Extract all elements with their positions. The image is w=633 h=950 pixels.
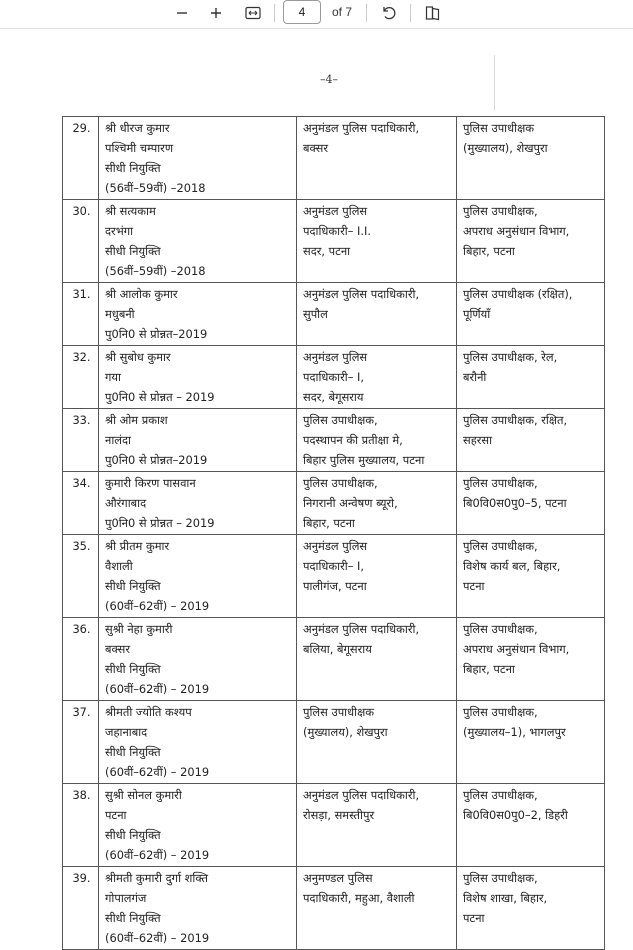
new-post-cell-line: पुलिस उपाधीक्षक, <box>463 204 538 218</box>
new-post-cell <box>457 346 605 409</box>
serial-number: 39. <box>72 871 91 885</box>
new-post-cell <box>457 618 605 701</box>
pdf-toolbar <box>0 0 633 29</box>
table-row <box>63 200 605 283</box>
table-row <box>63 472 605 535</box>
current-post-cell <box>297 867 457 950</box>
table-row <box>63 117 605 200</box>
officer-cell <box>99 701 297 784</box>
transfer-table <box>62 116 605 950</box>
officer-cell-line: श्री धीरज कुमार <box>105 121 170 135</box>
new-post-cell-line: विशेष कार्य बल, बिहार, <box>463 559 561 573</box>
serial-cell <box>63 200 99 283</box>
current-post-cell <box>297 117 457 200</box>
current-post-cell <box>297 409 457 472</box>
current-post-cell-line: अनुमंडल पुलिस <box>303 204 368 218</box>
zoom-in-button[interactable] <box>206 2 226 24</box>
current-post-cell <box>297 346 457 409</box>
new-post-cell-line: अपराध अनुसंधान विभाग, <box>463 642 570 656</box>
new-post-cell-line: बिहार, पटना <box>463 244 515 258</box>
officer-cell-line: कुमारी किरण पासवान <box>105 476 196 490</box>
officer-cell-line: दरभंगा <box>105 224 134 238</box>
officer-cell-line: वैशाली <box>105 559 133 573</box>
toolbar-divider <box>410 4 411 22</box>
officer-cell <box>99 346 297 409</box>
current-post-cell-line: पुलिस उपाधीक्षक, <box>303 476 378 490</box>
new-post-cell <box>457 117 605 200</box>
officer-cell <box>99 117 297 200</box>
current-post-cell-line: पदाधिकारी, महुआ, वैशाली <box>303 891 415 905</box>
serial-cell <box>63 346 99 409</box>
officer-cell-line: श्री सत्यकाम <box>105 204 156 218</box>
current-post-cell <box>297 784 457 867</box>
current-post-cell-line: पदाधिकारी– I, <box>303 559 365 573</box>
serial-number: 37. <box>72 705 91 719</box>
table-row <box>63 867 605 950</box>
officer-cell-line: (60वीं–62वीं) – 2019 <box>105 848 210 862</box>
serial-cell <box>63 867 99 950</box>
serial-cell <box>63 409 99 472</box>
officer-cell-line: मधुबनी <box>105 307 135 321</box>
new-post-cell-line: अपराध अनुसंधान विभाग, <box>463 224 570 238</box>
current-post-cell-line: निगरानी अन्वेषण ब्यूरो, <box>303 496 398 510</box>
officer-cell <box>99 409 297 472</box>
new-post-cell-line: पुलिस उपाधीक्षक (रक्षित), <box>463 287 573 301</box>
serial-cell <box>63 701 99 784</box>
officer-cell-line: सीधी नियुक्ति <box>105 745 161 759</box>
fit-width-button[interactable] <box>242 2 264 24</box>
zoom-out-button[interactable] <box>172 2 192 24</box>
officer-cell-line: सीधी नियुक्ति <box>105 828 161 842</box>
officer-cell-line: औरंगाबाद <box>105 496 147 510</box>
serial-number: 29. <box>72 121 91 135</box>
current-post-cell-line: सुपौल <box>303 307 328 321</box>
officer-cell <box>99 472 297 535</box>
current-post-cell-line: अनुमंडल पुलिस पदाधिकारी, <box>303 622 420 636</box>
minus-icon <box>176 7 188 19</box>
current-post-cell-line: पुलिस उपाधीक्षक, <box>303 413 378 427</box>
current-post-cell-line: अनुमंडल पुलिस पदाधिकारी, <box>303 287 420 301</box>
officer-cell-line: पटना <box>105 808 127 822</box>
page-edge-line <box>494 55 495 110</box>
current-post-cell-line: अनुमंडल पुलिस पदाधिकारी, <box>303 121 420 135</box>
officer-cell-line: गया <box>105 370 121 384</box>
new-post-cell-line: बि0वि0स0पु0–2, डिहरी <box>463 808 568 822</box>
current-post-cell-line: बिहार पुलिस मुख्यालय, पटना <box>303 453 425 467</box>
serial-number: 32. <box>72 350 91 364</box>
officer-cell-line: (56वीं–59वीं) –2018 <box>105 181 206 195</box>
serial-cell <box>63 535 99 618</box>
officer-cell <box>99 283 297 346</box>
officer-cell <box>99 784 297 867</box>
table-row <box>63 535 605 618</box>
officer-cell-line: श्री प्रीतम कुमार <box>105 539 170 553</box>
current-post-cell <box>297 283 457 346</box>
new-post-cell-line: पटना <box>463 911 485 925</box>
serial-number: 30. <box>72 204 91 218</box>
new-post-cell-line: पुलिस उपाधीक्षक, <box>463 539 538 553</box>
officer-cell <box>99 618 297 701</box>
officer-cell-line: पु0नि0 से प्रोन्नत–2019 <box>105 327 208 341</box>
new-post-cell-line: पुलिस उपाधीक्षक, रेल, <box>463 350 558 364</box>
current-post-cell-line: बिहार, पटना <box>303 516 355 530</box>
new-post-cell-line: पुलिस उपाधीक्षक, <box>463 871 538 885</box>
officer-cell-line: पु0नि0 से प्रोन्नत – 2019 <box>105 516 215 530</box>
current-post-cell <box>297 472 457 535</box>
table-row <box>63 701 605 784</box>
new-post-cell <box>457 784 605 867</box>
officer-cell-line: सीधी नियुक्ति <box>105 579 161 593</box>
officer-cell-line: गोपालगंज <box>105 891 147 905</box>
new-post-cell-line: पुलिस उपाधीक्षक, <box>463 476 538 490</box>
officer-cell-line: पश्चिमी चम्पारण <box>105 141 174 155</box>
current-post-cell <box>297 200 457 283</box>
new-post-cell-line: बि0वि0स0पु0–5, पटना <box>463 496 567 510</box>
page-view-icon <box>425 5 441 21</box>
rotate-button[interactable] <box>379 2 399 24</box>
officer-cell-line: सीधी नियुक्ति <box>105 911 161 925</box>
serial-cell <box>63 283 99 346</box>
officer-cell-line: सुश्री सोनल कुमारी <box>105 788 182 802</box>
rotate-icon <box>381 5 397 21</box>
toolbar-divider <box>274 4 275 22</box>
serial-number: 36. <box>72 622 91 636</box>
new-post-cell-line: विशेष शाखा, बिहार, <box>463 891 548 905</box>
current-post-cell-line: पालीगंज, पटना <box>303 579 367 593</box>
officer-cell-line: श्री सुबोध कुमार <box>105 350 171 364</box>
serial-number: 35. <box>72 539 91 553</box>
new-post-cell <box>457 701 605 784</box>
new-post-cell-line: (मुख्यालय–1), भागलपुर <box>463 725 566 739</box>
plus-icon <box>210 7 222 19</box>
new-post-cell <box>457 867 605 950</box>
current-post-cell <box>297 701 457 784</box>
serial-number: 38. <box>72 788 91 802</box>
current-post-cell-line: बक्सर <box>303 141 329 155</box>
serial-number: 31. <box>72 287 91 301</box>
officer-cell-line: पु0नि0 से प्रोन्नत–2019 <box>105 453 208 467</box>
current-post-cell-line: सदर, पटना <box>303 244 351 258</box>
new-post-cell <box>457 200 605 283</box>
officer-cell-line: श्रीमती ज्योति कश्यप <box>105 705 192 719</box>
fit-width-icon <box>245 6 261 20</box>
current-post-cell-line: (मुख्यालय), शेखपुरा <box>303 725 388 739</box>
table-row <box>63 283 605 346</box>
serial-cell <box>63 784 99 867</box>
current-post-cell-line: अनुमंडल पुलिस पदाधिकारी, <box>303 788 420 802</box>
page-number-input[interactable]: 4 <box>283 0 321 24</box>
current-post-cell-line: रोसड़ा, समस्तीपुर <box>303 808 375 822</box>
toolbar-divider <box>366 4 367 22</box>
officer-cell-line: जहानाबाद <box>105 725 148 739</box>
current-post-cell-line: बलिया, बेगूसराय <box>303 642 372 656</box>
current-post-cell-line: अनुमण्डल पुलिस <box>303 871 373 885</box>
current-post-cell <box>297 618 457 701</box>
new-post-cell-line: पूर्णियाँ <box>463 307 491 321</box>
officer-cell-line: सीधी नियुक्ति <box>105 662 161 676</box>
current-post-cell-line: सदर, बेगूसराय <box>303 390 364 404</box>
current-post-cell-line: पुलिस उपाधीक्षक <box>303 705 374 719</box>
officer-cell-line: (56वीं–59वीं) –2018 <box>105 264 206 278</box>
new-post-cell-line: (मुख्यालय), शेखपुरा <box>463 141 548 155</box>
new-post-cell <box>457 283 605 346</box>
new-post-cell-line: बिहार, पटना <box>463 662 515 676</box>
officer-cell-line: (60वीं–62वीं) – 2019 <box>105 765 210 779</box>
current-post-cell <box>297 535 457 618</box>
officer-cell <box>99 867 297 950</box>
officer-cell-line: बक्सर <box>105 642 131 656</box>
new-post-cell-line: पटना <box>463 579 485 593</box>
table-row <box>63 409 605 472</box>
serial-cell <box>63 472 99 535</box>
new-post-cell-line: बरौनी <box>463 370 487 384</box>
table-row <box>63 346 605 409</box>
officer-cell-line: पु0नि0 से प्रोन्नत – 2019 <box>105 390 215 404</box>
officer-cell <box>99 535 297 618</box>
table-row <box>63 618 605 701</box>
new-post-cell-line: पुलिस उपाधीक्षक, <box>463 705 538 719</box>
current-post-cell-line: अनुमंडल पुलिस <box>303 350 368 364</box>
officer-cell-line: सुश्री नेहा कुमारी <box>105 622 173 636</box>
new-post-cell-line: पुलिस उपाधीक्षक <box>463 121 534 135</box>
officer-cell-line: श्रीमती कुमारी दुर्गा शक्ति <box>105 871 208 885</box>
serial-cell <box>63 117 99 200</box>
new-post-cell-line: पुलिस उपाधीक्षक, रक्षित, <box>463 413 568 427</box>
serial-number: 34. <box>72 476 91 490</box>
page-view-button[interactable] <box>423 2 443 24</box>
page-total-label: of 7 <box>332 5 353 19</box>
current-post-cell-line: पदस्थापन की प्रतीक्षा मे, <box>303 433 403 447</box>
officer-cell-line: सीधी नियुक्ति <box>105 161 161 175</box>
table-row <box>63 784 605 867</box>
officer-cell-line: नालंदा <box>105 433 131 447</box>
serial-number: 33. <box>72 413 91 427</box>
new-post-cell <box>457 472 605 535</box>
officer-cell-line: सीधी नियुक्ति <box>105 244 161 258</box>
new-post-cell <box>457 535 605 618</box>
page-header-number: –4– <box>320 73 338 86</box>
officer-cell-line: (60वीं–62वीं) – 2019 <box>105 682 210 696</box>
serial-cell <box>63 618 99 701</box>
new-post-cell-line: सहरसा <box>463 433 493 447</box>
new-post-cell <box>457 409 605 472</box>
current-post-cell-line: पदाधिकारी– I.I. <box>303 224 372 238</box>
new-post-cell-line: पुलिस उपाधीक्षक, <box>463 788 538 802</box>
current-post-cell-line: अनुमंडल पुलिस <box>303 539 368 553</box>
officer-cell-line: श्री ओम प्रकाश <box>105 413 168 427</box>
officer-cell-line: (60वीं–62वीं) – 2019 <box>105 599 210 613</box>
officer-cell-line: (60वीं–62वीं) – 2019 <box>105 931 210 945</box>
current-post-cell-line: पदाधिकारी– I, <box>303 370 365 384</box>
officer-cell-line: श्री आलोक कुमार <box>105 287 178 301</box>
new-post-cell-line: पुलिस उपाधीक्षक, <box>463 622 538 636</box>
officer-cell <box>99 200 297 283</box>
